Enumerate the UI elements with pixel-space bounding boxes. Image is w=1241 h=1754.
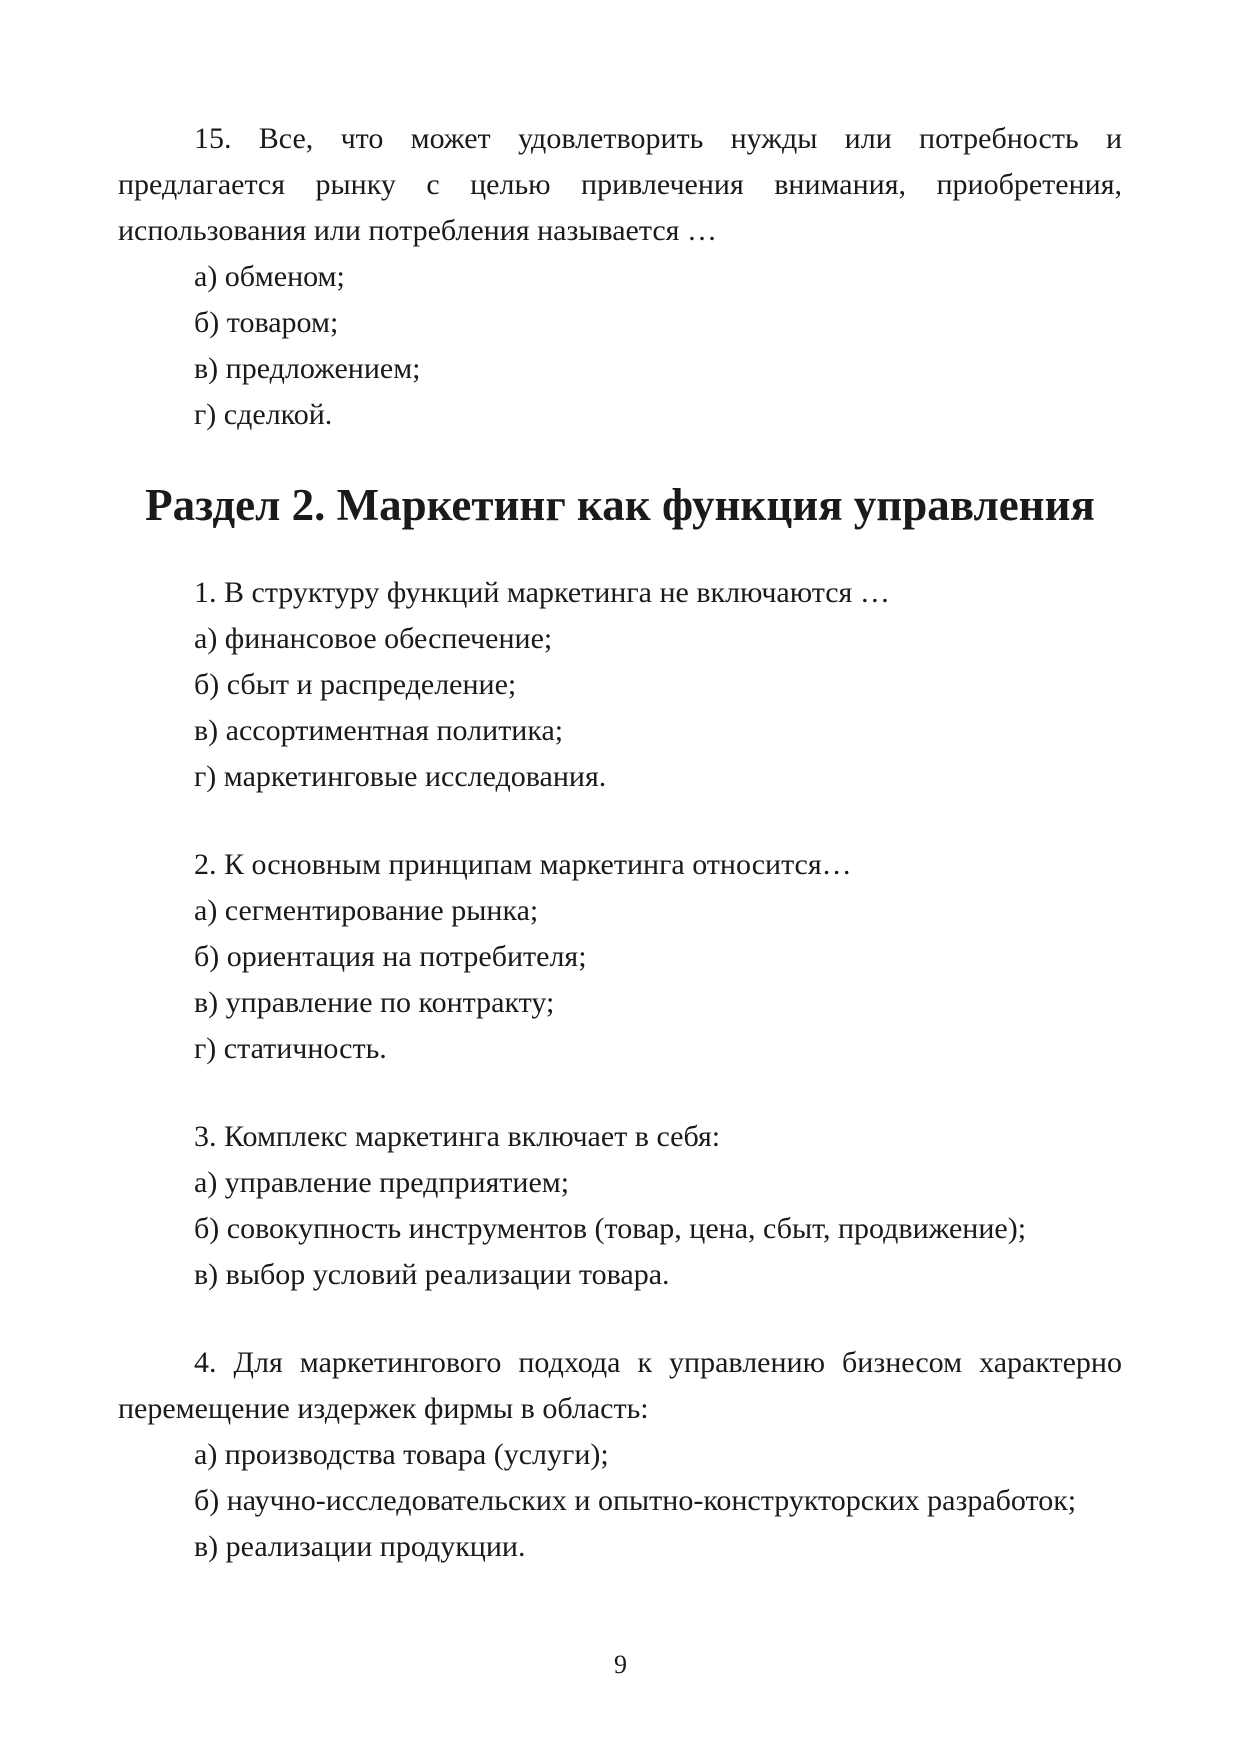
answer-option: в) ассортиментная политика;	[194, 714, 564, 747]
answer-option: а) сегментирование рынка;	[194, 894, 539, 927]
question-text: 15. Все, что может удовлетворить нужды или потребность и предлагается рынку с целью привлечения внимания, приобретения, использования или потребления называется …	[118, 122, 1122, 247]
section-heading: Раздел 2. Маркетинг как функция управления	[145, 480, 1095, 530]
answer-option: г) маркетинговые исследования.	[194, 760, 607, 793]
answer-option: а) производства товара (услуги);	[194, 1438, 609, 1471]
question-text: 4. Для маркетингового подхода к управлению бизнесом характерно перемещение издержек фирмы в область:	[118, 1346, 1122, 1425]
question-4	[118, 1340, 1122, 1570]
answer-option: а) финансовое обеспечение;	[194, 622, 553, 655]
answer-option: б) сбыт и распределение;	[194, 668, 517, 701]
answer-option: а) обменом;	[194, 260, 345, 293]
answer-option: а) управление предприятием;	[194, 1166, 570, 1199]
page-number: 9	[614, 1650, 627, 1679]
question-text: 1. В структуру функций маркетинга не включаются …	[194, 576, 890, 609]
answer-option: в) предложением;	[194, 352, 421, 385]
answer-option: б) ориентация на потребителя;	[194, 940, 587, 973]
question-3	[118, 1114, 1122, 1298]
answer-option: г) статичность.	[194, 1032, 387, 1065]
question-15	[118, 116, 1122, 438]
answer-option: б) совокупность инструментов (товар, цена, сбыт, продвижение);	[194, 1212, 1027, 1245]
answer-option: б) научно-исследовательских и опытно-конструкторских разработок;	[194, 1484, 1077, 1517]
answer-option: в) управление по контракту;	[194, 986, 555, 1019]
answer-option: г) сделкой.	[194, 398, 333, 431]
question-1	[118, 570, 1122, 800]
answer-option: в) выбор условий реализации товара.	[194, 1258, 670, 1291]
answer-option: в) реализации продукции.	[194, 1530, 526, 1563]
question-text: 2. К основным принципам маркетинга относится…	[194, 848, 852, 881]
question-text: 3. Комплекс маркетинга включает в себя:	[194, 1120, 721, 1153]
document-page	[118, 116, 1122, 1570]
answer-option: б) товаром;	[194, 306, 339, 339]
question-2	[118, 842, 1122, 1072]
